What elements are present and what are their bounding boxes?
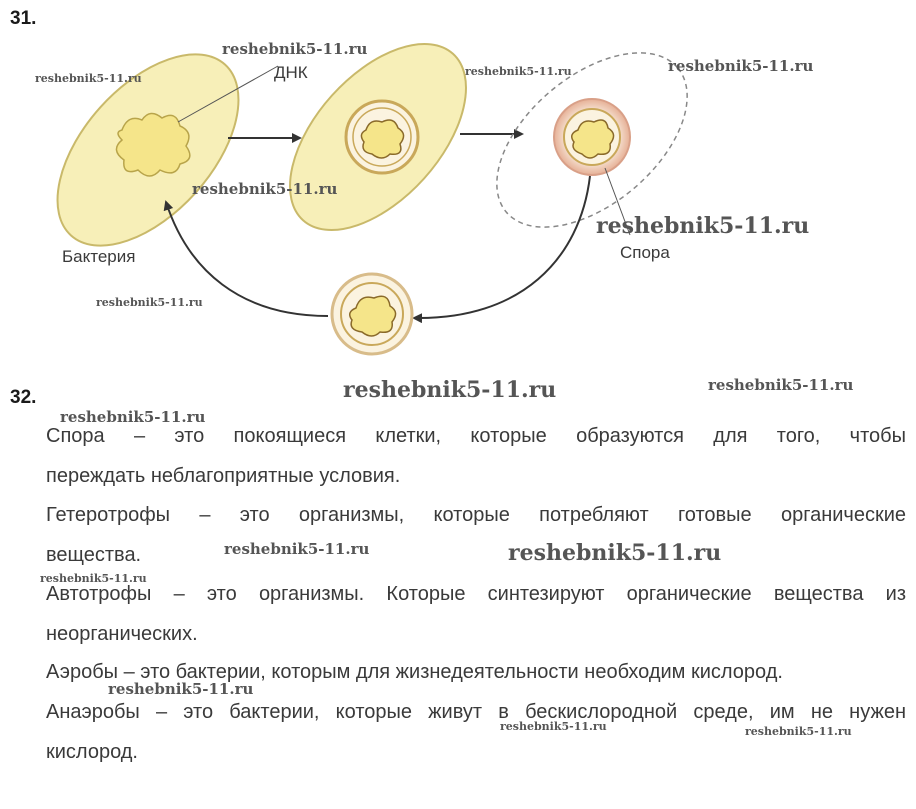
definition-line: Спора – это покоящиеся клетки, которые образуются для того, чтобы bbox=[46, 425, 906, 447]
definition-line: неорганических. bbox=[46, 623, 198, 645]
definition-line: переждать неблагоприятные условия. bbox=[46, 465, 401, 487]
watermark: reshebnik5-11.ru bbox=[35, 72, 142, 85]
watermark: reshebnik5-11.ru bbox=[224, 540, 370, 558]
watermark: reshebnik5-11.ru bbox=[60, 408, 206, 426]
watermark: reshebnik5-11.ru bbox=[508, 540, 722, 566]
definition-line: Гетеротрофы – это организмы, которые потребляют готовые органические bbox=[46, 504, 906, 526]
watermark: reshebnik5-11.ru bbox=[596, 213, 810, 239]
watermark: reshebnik5-11.ru bbox=[500, 720, 607, 733]
label-bacteria: Бактерия bbox=[62, 247, 136, 266]
definition-line: Анаэробы – это бактерии, которые живут в бескислородной среде, им не нужен bbox=[46, 701, 906, 723]
definition-line: Автотрофы – это организмы. Которые синтезируют органические вещества из bbox=[46, 583, 906, 605]
task-32-number: 32. bbox=[10, 387, 37, 408]
definition-line: кислород. bbox=[46, 741, 138, 763]
watermark: reshebnik5-11.ru bbox=[708, 376, 854, 394]
definition-heterotrophs bbox=[46, 495, 906, 575]
label-spore: Спора bbox=[620, 243, 670, 262]
label-dna: ДНК bbox=[274, 63, 308, 82]
watermark: reshebnik5-11.ru bbox=[222, 40, 368, 58]
definition-line: вещества. bbox=[46, 544, 142, 566]
watermark: reshebnik5-11.ru bbox=[343, 377, 557, 403]
watermark: reshebnik5-11.ru bbox=[192, 180, 338, 198]
dna-nucleoid bbox=[116, 113, 189, 176]
arrow-to-dormant-spore bbox=[414, 176, 590, 318]
definition-line: Аэробы – это бактерии, которым для жизнедеятельности необходим кислород. bbox=[46, 661, 783, 683]
watermark: reshebnik5-11.ru bbox=[465, 65, 572, 78]
watermark: reshebnik5-11.ru bbox=[108, 680, 254, 698]
dormant-spore bbox=[332, 274, 412, 354]
definition-spore bbox=[46, 416, 906, 496]
watermark: reshebnik5-11.ru bbox=[668, 57, 814, 75]
task-31-number: 31. bbox=[10, 8, 37, 29]
watermark: reshebnik5-11.ru bbox=[96, 296, 203, 309]
definition-autotrophs bbox=[46, 574, 906, 654]
bacterium-cell bbox=[23, 22, 272, 279]
watermark: reshebnik5-11.ru bbox=[40, 572, 147, 585]
watermark: reshebnik5-11.ru bbox=[745, 725, 852, 738]
